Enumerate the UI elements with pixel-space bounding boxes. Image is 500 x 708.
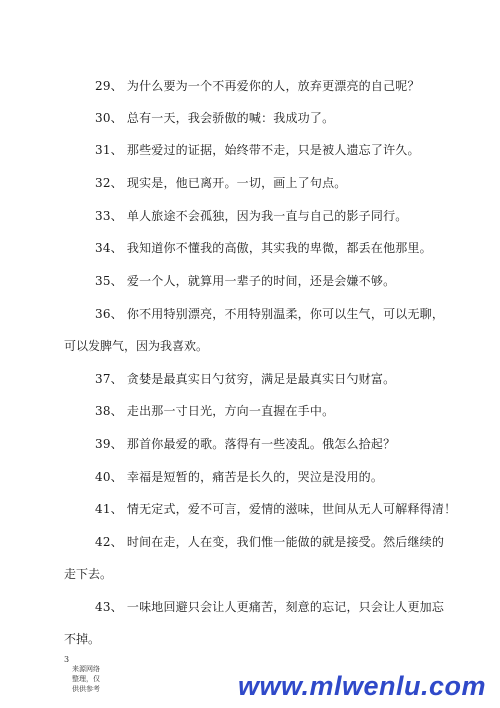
list-item [95,497,457,521]
item-text: 那些爱过的证据，始终带不走，只是被人遗忘了许久。 [126,143,420,157]
list-item [95,106,425,130]
list-item [95,465,425,489]
list-item [95,302,445,326]
item-number: 39、 [95,437,123,451]
item-text: 一味地回避只会让人更痛苦，刻意的忘记，只会让人更加忘 [126,600,445,614]
list-item [95,236,432,260]
item-number: 34、 [95,241,123,255]
item-text: 现实是，他已离开。一切，画上了句点。 [126,176,347,190]
list-item [95,138,425,162]
list-item [95,530,445,554]
item-number: 30、 [95,111,123,125]
item-number: 29、 [95,79,123,93]
item-number: 31、 [95,143,123,157]
item-text: 你不用特别漂亮，不用特别温柔，你可以生气，可以无聊， [126,307,445,321]
item-number: 36、 [95,307,123,321]
item-number: 33、 [95,209,123,223]
item-number: 32、 [95,176,123,190]
list-item [95,74,425,98]
list-item [95,171,425,195]
list-item [95,367,425,391]
list-item-continuation: 可以发脾气，因为我喜欢。 [64,339,209,353]
list-item [95,595,445,619]
list-item-continuation: 走下去。 [64,567,113,581]
list-item [95,269,425,293]
item-number: 42、 [95,535,123,549]
item-text: 时间在走，人在变，我们惟一能做的就是接受。然后继续的 [126,535,445,549]
item-number: 37、 [95,372,123,386]
list-item [95,399,425,423]
item-number: 40、 [95,470,123,484]
item-text: 爱一个人，就算用一辈子的时间，还是会嫌不够。 [126,274,396,288]
item-text: 幸福是短暂的，痛苦是长久的，哭泣是没用的。 [126,470,384,484]
item-text: 贪婪是最真实日勺贫穷，满足是最真实日勺财富。 [126,372,396,386]
item-text: 单人旅途不会孤独，因为我一直与自己的影子同行。 [126,209,408,223]
list-item-continuation: 不掉。 [64,632,101,646]
item-number: 41、 [95,502,123,516]
list-item [95,432,425,456]
item-number: 43、 [95,600,123,614]
item-text: 情无定式，爱不可言，爱情的滋味，世间从无人可解释得清！ [126,502,457,516]
page-number: 3 [64,655,70,664]
item-text: 那首你最爱的歌。落得有一些凌乱。俄怎么拾起？ [126,437,396,451]
site-watermark: www.mlwenlu.com [237,671,486,701]
item-text: 走出那一寸日光，方向一直握在手中。 [126,404,335,418]
item-number: 38、 [95,404,123,418]
source-note: 来源网络整理，仅供供参考 [72,665,100,693]
item-number: 35、 [95,274,123,288]
list-item [95,204,425,228]
item-text: 为什么要为一个不再爱你的人，放弃更漂亮的自己呢？ [126,79,420,93]
item-text: 我知道你不懂我的高傲，其实我的卑微，都丢在他那里。 [126,241,432,255]
item-text: 总有一天，我会骄傲的喊：我成功了。 [126,111,335,125]
